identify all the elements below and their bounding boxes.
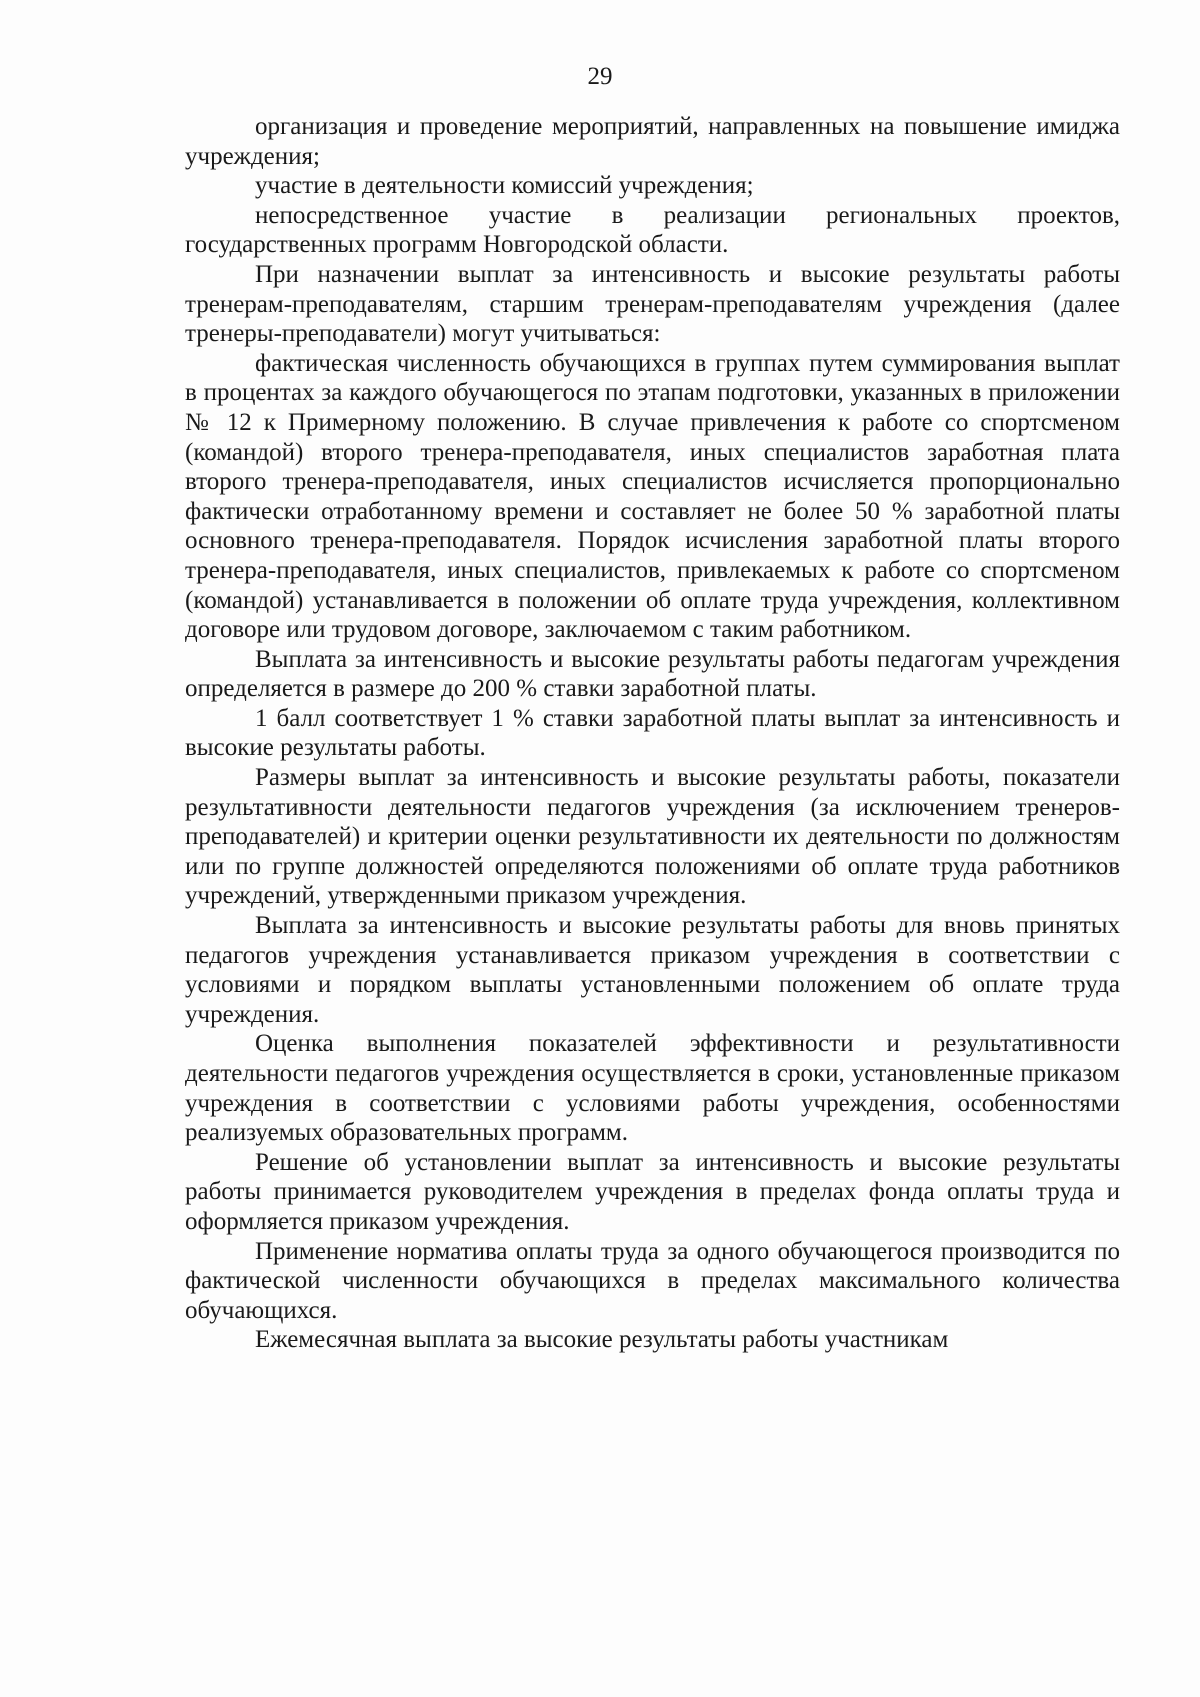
paragraph: Оценка выполнения показателей эффективности и результативности деятельности педагогов учреждения осуществляется в сроки, установленные приказом учреждения в соответствии с условиями работы учреждения, особенностями реализуемых образовательных программ.: [185, 1030, 1120, 1147]
paragraph: При назначении выплат за интенсивность и высокие результаты работы тренерам-преподавателям, старшим тренерам-преподавателям учреждения (далее тренеры-преподаватели) могут учитываться:: [185, 260, 1120, 348]
document-body: [185, 112, 1120, 1355]
paragraph: участие в деятельности комиссий учреждения;: [255, 172, 754, 200]
paragraph: непосредственное участие в реализации региональных проектов, государственных программ Новгородской области.: [185, 201, 1120, 259]
paragraph: Размеры выплат за интенсивность и высокие результаты работы, показатели результативности деятельности педагогов учреждения (за исключением тренеров-преподавателей) и критерии оценки результативности их деятельности по должностям или по группе должностей определяются положениями об оплате труда работников учреждений, утвержденными приказом учреждения.: [185, 764, 1120, 910]
paragraph: 1 балл соответствует 1 % ставки заработной платы выплат за интенсивность и высокие результаты работы.: [185, 704, 1120, 762]
paragraph: организация и проведение мероприятий, направленных на повышение имиджа учреждения;: [185, 113, 1120, 170]
page-number: 29: [587, 63, 613, 90]
paragraph: Решение об установлении выплат за интенсивность и высокие результаты работы принимается руководителем учреждения в пределах фонда оплаты труда и оформляется приказом учреждения.: [185, 1148, 1120, 1235]
paragraph: фактическая численность обучающихся в группах путем суммирования выплат в процентах за каждого обучающегося по этапам подготовки, указанных в приложении № 12 к Примерному положению. В случае привлечения к работе со спортсменом (командой) второго тренера-преподавателя, иных специалистов заработная плата второго тренера-преподавателя, иных специалистов исчисляется пропорционально фактически отработанному времени и составляет не более 50 % заработной платы основного тренера-преподавателя. Порядок исчисления заработной платы второго тренера-преподавателя, иных специалистов, привлекаемых к работе со спортсменом (командой) устанавливается в положении об оплате труда учреждения, коллективном договоре или трудовом договоре, заключаемом с таким работником.: [185, 349, 1120, 644]
paragraph: Выплата за интенсивность и высокие результаты работы для вновь принятых педагогов учреждения устанавливается приказом учреждения в соответствии с условиями и порядком выплаты установленными положением об оплате труда учреждения.: [185, 912, 1120, 1028]
paragraph: Выплата за интенсивность и высокие результаты работы педагогам учреждения определяется в размере до 200 % ставки заработной платы.: [185, 645, 1120, 703]
paragraph: Применение норматива оплаты труда за одного обучающегося производится по фактической численности обучающихся в пределах максимального количества обучающихся.: [185, 1237, 1120, 1324]
paragraph-truncated: Ежемесячная выплата за высокие результаты работы участникам: [255, 1326, 949, 1354]
